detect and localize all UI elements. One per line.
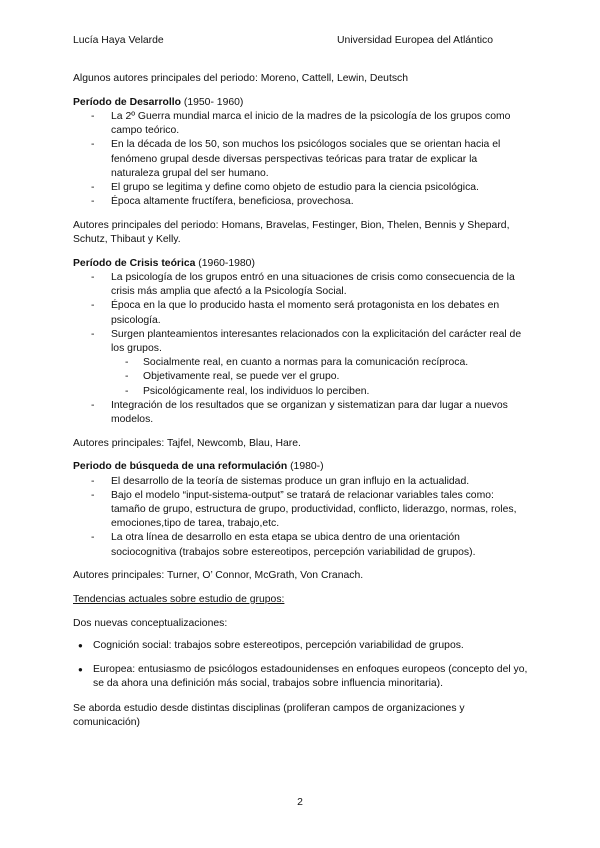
list-item: - La psicología de los grupos entró en una situaciones de crisis como consecuencia de la crisis más amplia que afectó a la Psicología Social. [73,271,528,299]
trends-bullet-list [73,639,528,692]
section-dates: (1980-) [287,461,324,473]
list-item: - La 2º Guerra mundial marca el inicio de la madres de la psicología de los grupos como campo teórico. [73,110,528,138]
bullet-item: ● Europea: entusiasmo de psicólogos estadounidenses en enfoques europeos (concepto del yo, se da ahora una definición más social, trabajos sobre influencia minoritaria). [73,663,528,691]
header-author: Lucía Haya Velarde [73,35,164,46]
crisis-sublist [73,356,528,399]
sub-list-item: - Objetivamente real, se puede ver el grupo. [73,370,528,384]
section-dates: (1960-1980) [195,257,255,269]
trends-title: Tendencias actuales sobre estudio de grupos: [73,594,285,605]
header-university: Universidad Europea del Atlántico [337,35,493,46]
crisis-list [73,271,528,427]
section-title: Período de Crisis teórica [73,257,196,269]
list-item: - En la década de los 50, son muchos los psicólogos sociales que se orientan hacia el fenómeno grupal desde diversas perspectivas teóricas para tratar de explicar la naturaleza grupal del ser humano. [73,138,528,181]
desarrollo-list [73,110,528,209]
crisis-authors: Autores principales: Tajfel, Newcomb, Blau, Hare. [73,437,301,449]
section-heading-crisis [73,257,528,271]
page-header [73,34,493,48]
list-item: - La otra línea de desarrollo en esta etapa se ubica dentro de una orientación sociocognitiva (trabajos sobre estereotipos, percepción variabilidad de grupos). [73,531,528,559]
section-title: Período de Desarrollo [73,96,181,108]
list-item: - Época altamente fructífera, beneficiosa, provechosa. [73,195,528,209]
sub-list-item: - Psicológicamente real, los individuos lo perciben. [73,385,528,399]
reformulacion-list [73,475,528,560]
list-item: - Bajo el modelo “input-sistema-output” se tratará de relacionar variables tales como: tamaño de grupo, estructura de grupo, productividad, conflicto, liderazgo, normas, roles, emociones,tipo de tarea, trabajo,etc. [73,489,528,532]
section-dates: (1950- 1960) [180,96,244,108]
list-item [73,328,528,399]
section-title: Periodo de búsqueda de una reformulación [73,461,288,473]
list-item: - El grupo se legitima y define como objeto de estudio para la ciencia psicológica. [73,181,528,195]
desarrollo-authors: Autores principales del periodo: Homans, Bravelas, Festinger, Bion, Thelen, Bennis y Shepard, Schutz, Thibaut y Kelly. [73,219,510,246]
bullet-item: ● Cognición social: trabajos sobre estereotipos, percepción variabilidad de grupos. [73,639,528,653]
list-item-text: Surgen planteamientos interesantes relacionados con la explicitación del carácter real de los grupos. [111,328,522,354]
sub-list-item: - Socialmente real, en cuanto a normas para la comunicación recíproca. [73,356,528,370]
list-item: - El desarrollo de la teoría de sistemas produce un gran influjo en la actualidad. [73,475,528,489]
page-number: 2 [297,797,303,808]
section-heading-desarrollo [73,96,528,110]
section-heading-reformulacion [73,460,528,474]
trends-subtitle: Dos nuevas conceptualizaciones: [73,617,228,629]
intro-authors: Algunos autores principales del periodo: Moreno, Cattell, Lewin, Deutsch [73,73,408,84]
trends-closing: Se aborda estudio desde distintas disciplinas (proliferan campos de organizaciones y comunicación) [73,702,465,728]
list-item: - Integración de los resultados que se organizan y sistematizan para dar lugar a nuevos modelos. [73,399,528,427]
reformulacion-authors: Autores principales: Turner, O’ Connor, McGrath, Von Cranach. [73,570,364,582]
page-content [73,72,528,739]
list-item: - Época en la que lo producido hasta el momento será protagonista en los debates en psicología. [73,299,528,327]
